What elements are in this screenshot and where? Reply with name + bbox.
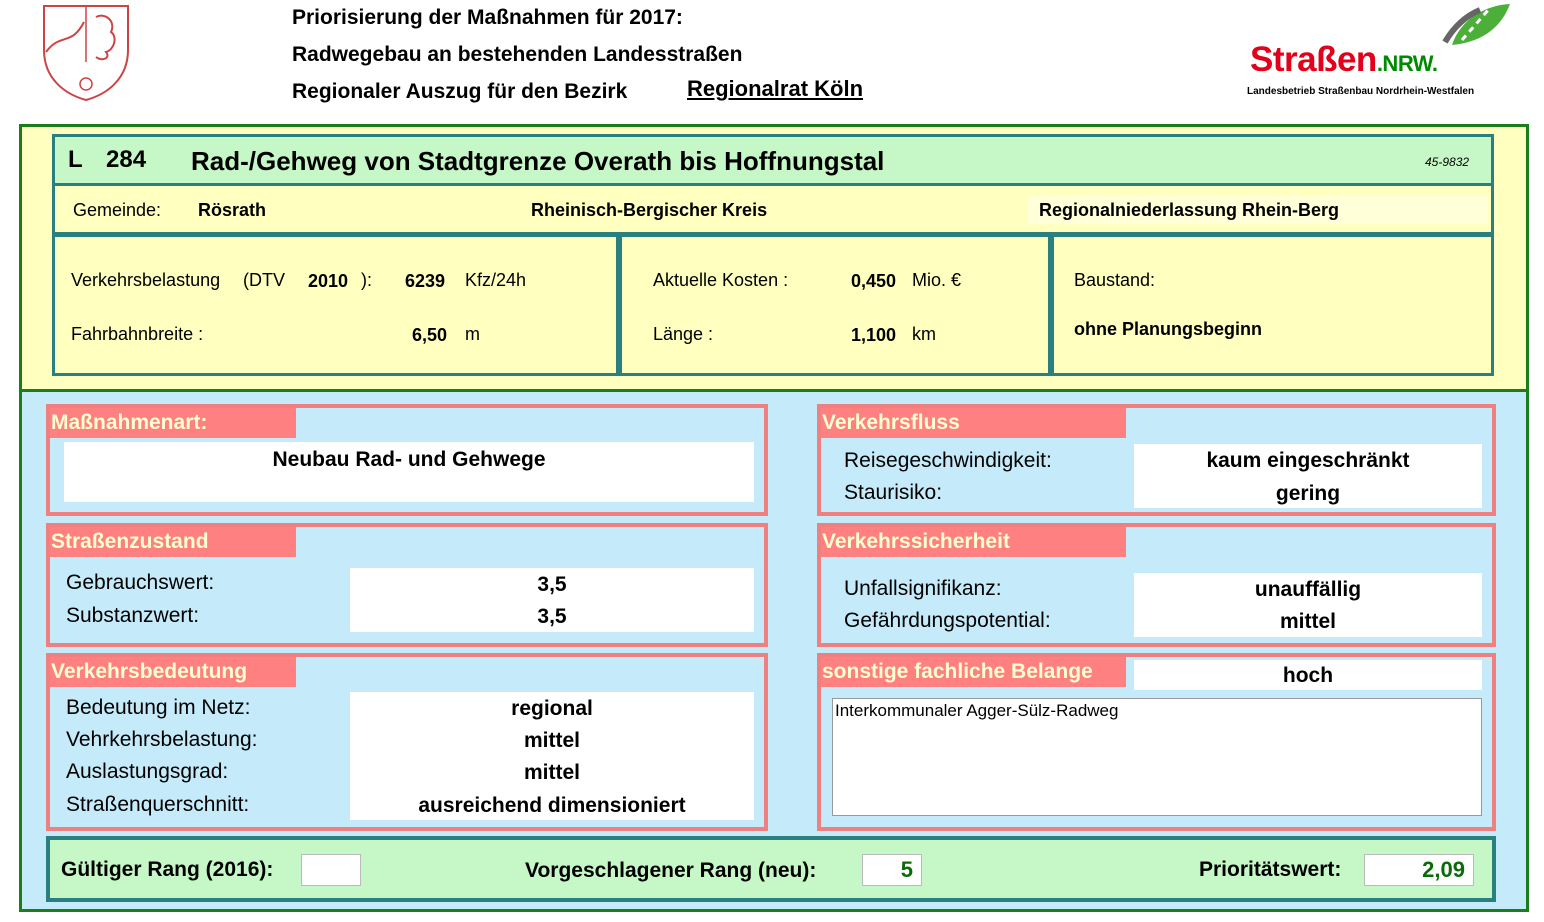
- sonstige-rating-value: hoch: [1282, 664, 1334, 687]
- dtv-year: 2010: [308, 271, 349, 291]
- strassenquerschnitt-value: ausreichend dimensioniert: [418, 794, 686, 817]
- proposed-rank-value: 5: [862, 854, 922, 886]
- proposed-rank-label: Vorgeschlagener Rang (neu):: [525, 859, 817, 882]
- auslastungsgrad-label: Auslastungsgrad:: [66, 760, 229, 783]
- gebrauchswert-label: Gebrauchswert:: [66, 571, 215, 594]
- kosten-label: Aktuelle Kosten :: [653, 270, 789, 290]
- substanzwert-label: Substanzwert:: [66, 604, 200, 627]
- strassenzustand-title: Straßenzustand: [50, 527, 296, 557]
- project-title: Rad-/Gehweg von Stadtgrenze Overath bis Hoffnungstal: [191, 146, 885, 176]
- verkehrsbelastung-rating-label: Vehrkehrsbelastung:: [66, 728, 258, 751]
- kosten-unit: Mio. €: [912, 270, 962, 290]
- baustand-label: Baustand:: [1074, 270, 1156, 290]
- current-rank-value: [301, 854, 361, 886]
- kosten-value: 0,450: [851, 271, 897, 291]
- fahrbahnbreite-value: 6,50: [412, 325, 448, 345]
- verkehrsbelastung-rating-value: mittel: [523, 729, 580, 752]
- kreis-value: Rheinisch-Bergischer Kreis: [531, 200, 768, 220]
- region-link[interactable]: Regionalrat Köln: [687, 76, 864, 101]
- massnahmenart-value: Neubau Rad- und Gehwege: [272, 448, 546, 471]
- auslastungsgrad-value: mittel: [523, 761, 580, 784]
- current-rank-label: Gültiger Rang (2016):: [61, 858, 274, 881]
- project-id: 45-9832: [1425, 155, 1470, 169]
- fahrbahnbreite-unit: m: [465, 324, 480, 344]
- logo-main-text: Straßen: [1250, 40, 1377, 79]
- bedeutung-netz-label: Bedeutung im Netz:: [66, 696, 251, 719]
- cost-stats-box: [619, 234, 1051, 376]
- strassenquerschnitt-label: Straßenquerschnitt:: [66, 793, 250, 816]
- traffic-stats-box: [52, 234, 619, 376]
- gemeinde-label: Gemeinde:: [73, 200, 162, 220]
- logo-wordmark: [1250, 40, 1437, 80]
- logo-subtitle: Landesbetrieb Straßenbau Nordrhein-Westfalen: [1247, 86, 1475, 97]
- sonstige-note-text: Interkommunaler Agger-Sülz-Radweg: [835, 701, 1119, 720]
- substanzwert-value: 3,5: [537, 605, 567, 628]
- verkehrsbedeutung-title: Verkehrsbedeutung: [50, 657, 296, 687]
- logo-nrw-text: .NRW.: [1376, 51, 1438, 76]
- massnahmenart-title: Maßnahmenart:: [50, 408, 296, 438]
- dtv-close: ):: [361, 270, 372, 290]
- header-line-2: Radwegebau an bestehenden Landesstraßen: [292, 43, 743, 66]
- gemeinde-value: Rösrath: [198, 200, 267, 220]
- dtv-unit: Kfz/24h: [465, 270, 527, 290]
- bedeutung-netz-value: regional: [511, 697, 593, 720]
- gefaehrdungspotential-label: Gefährdungspotential:: [844, 609, 1051, 632]
- reisegeschwindigkeit-value: kaum eingeschränkt: [1206, 449, 1410, 472]
- gebrauchswert-value: 3,5: [537, 573, 567, 596]
- laenge-value: 1,100: [851, 325, 897, 345]
- header-line-1: Priorisierung der Maßnahmen für 2017:: [292, 6, 683, 29]
- reisegeschwindigkeit-label: Reisegeschwindigkeit:: [844, 449, 1052, 472]
- nrw-coat-of-arms-icon: [36, 2, 136, 102]
- laenge-unit: km: [912, 324, 936, 344]
- road-type: L: [68, 146, 83, 173]
- gefaehrdungspotential-value: mittel: [1279, 610, 1336, 633]
- priority-value: 2,09: [1364, 854, 1474, 886]
- construction-status-box: [1051, 234, 1494, 376]
- dtv-value: 6239: [405, 271, 446, 291]
- staurisiko-value: gering: [1275, 482, 1341, 505]
- staurisiko-label: Staurisiko:: [844, 481, 943, 504]
- sonstige-belange-title: sonstige fachliche Belange: [821, 657, 1126, 687]
- road-number: 284: [106, 146, 147, 173]
- laenge-label: Länge :: [653, 324, 714, 344]
- baustand-value: ohne Planungsbeginn: [1074, 319, 1262, 339]
- unfallsignifikanz-label: Unfallsignifikanz:: [844, 577, 1002, 600]
- dtv-label: (DTV: [243, 270, 285, 290]
- unfallsignifikanz-value: unauffällig: [1254, 578, 1362, 601]
- verkehrsbelastung-label: Verkehrsbelastung: [71, 270, 221, 290]
- verkehrsfluss-title: Verkehrsfluss: [821, 408, 1126, 438]
- verkehrssicherheit-title: Verkehrssicherheit: [821, 527, 1126, 557]
- header-line-3: Regionaler Auszug für den Bezirk: [292, 80, 628, 103]
- priority-label: Prioritätswert:: [1199, 858, 1342, 881]
- fahrbahnbreite-label: Fahrbahnbreite :: [71, 324, 204, 344]
- niederlassung-value: Regionalniederlassung Rhein-Berg: [1039, 200, 1340, 220]
